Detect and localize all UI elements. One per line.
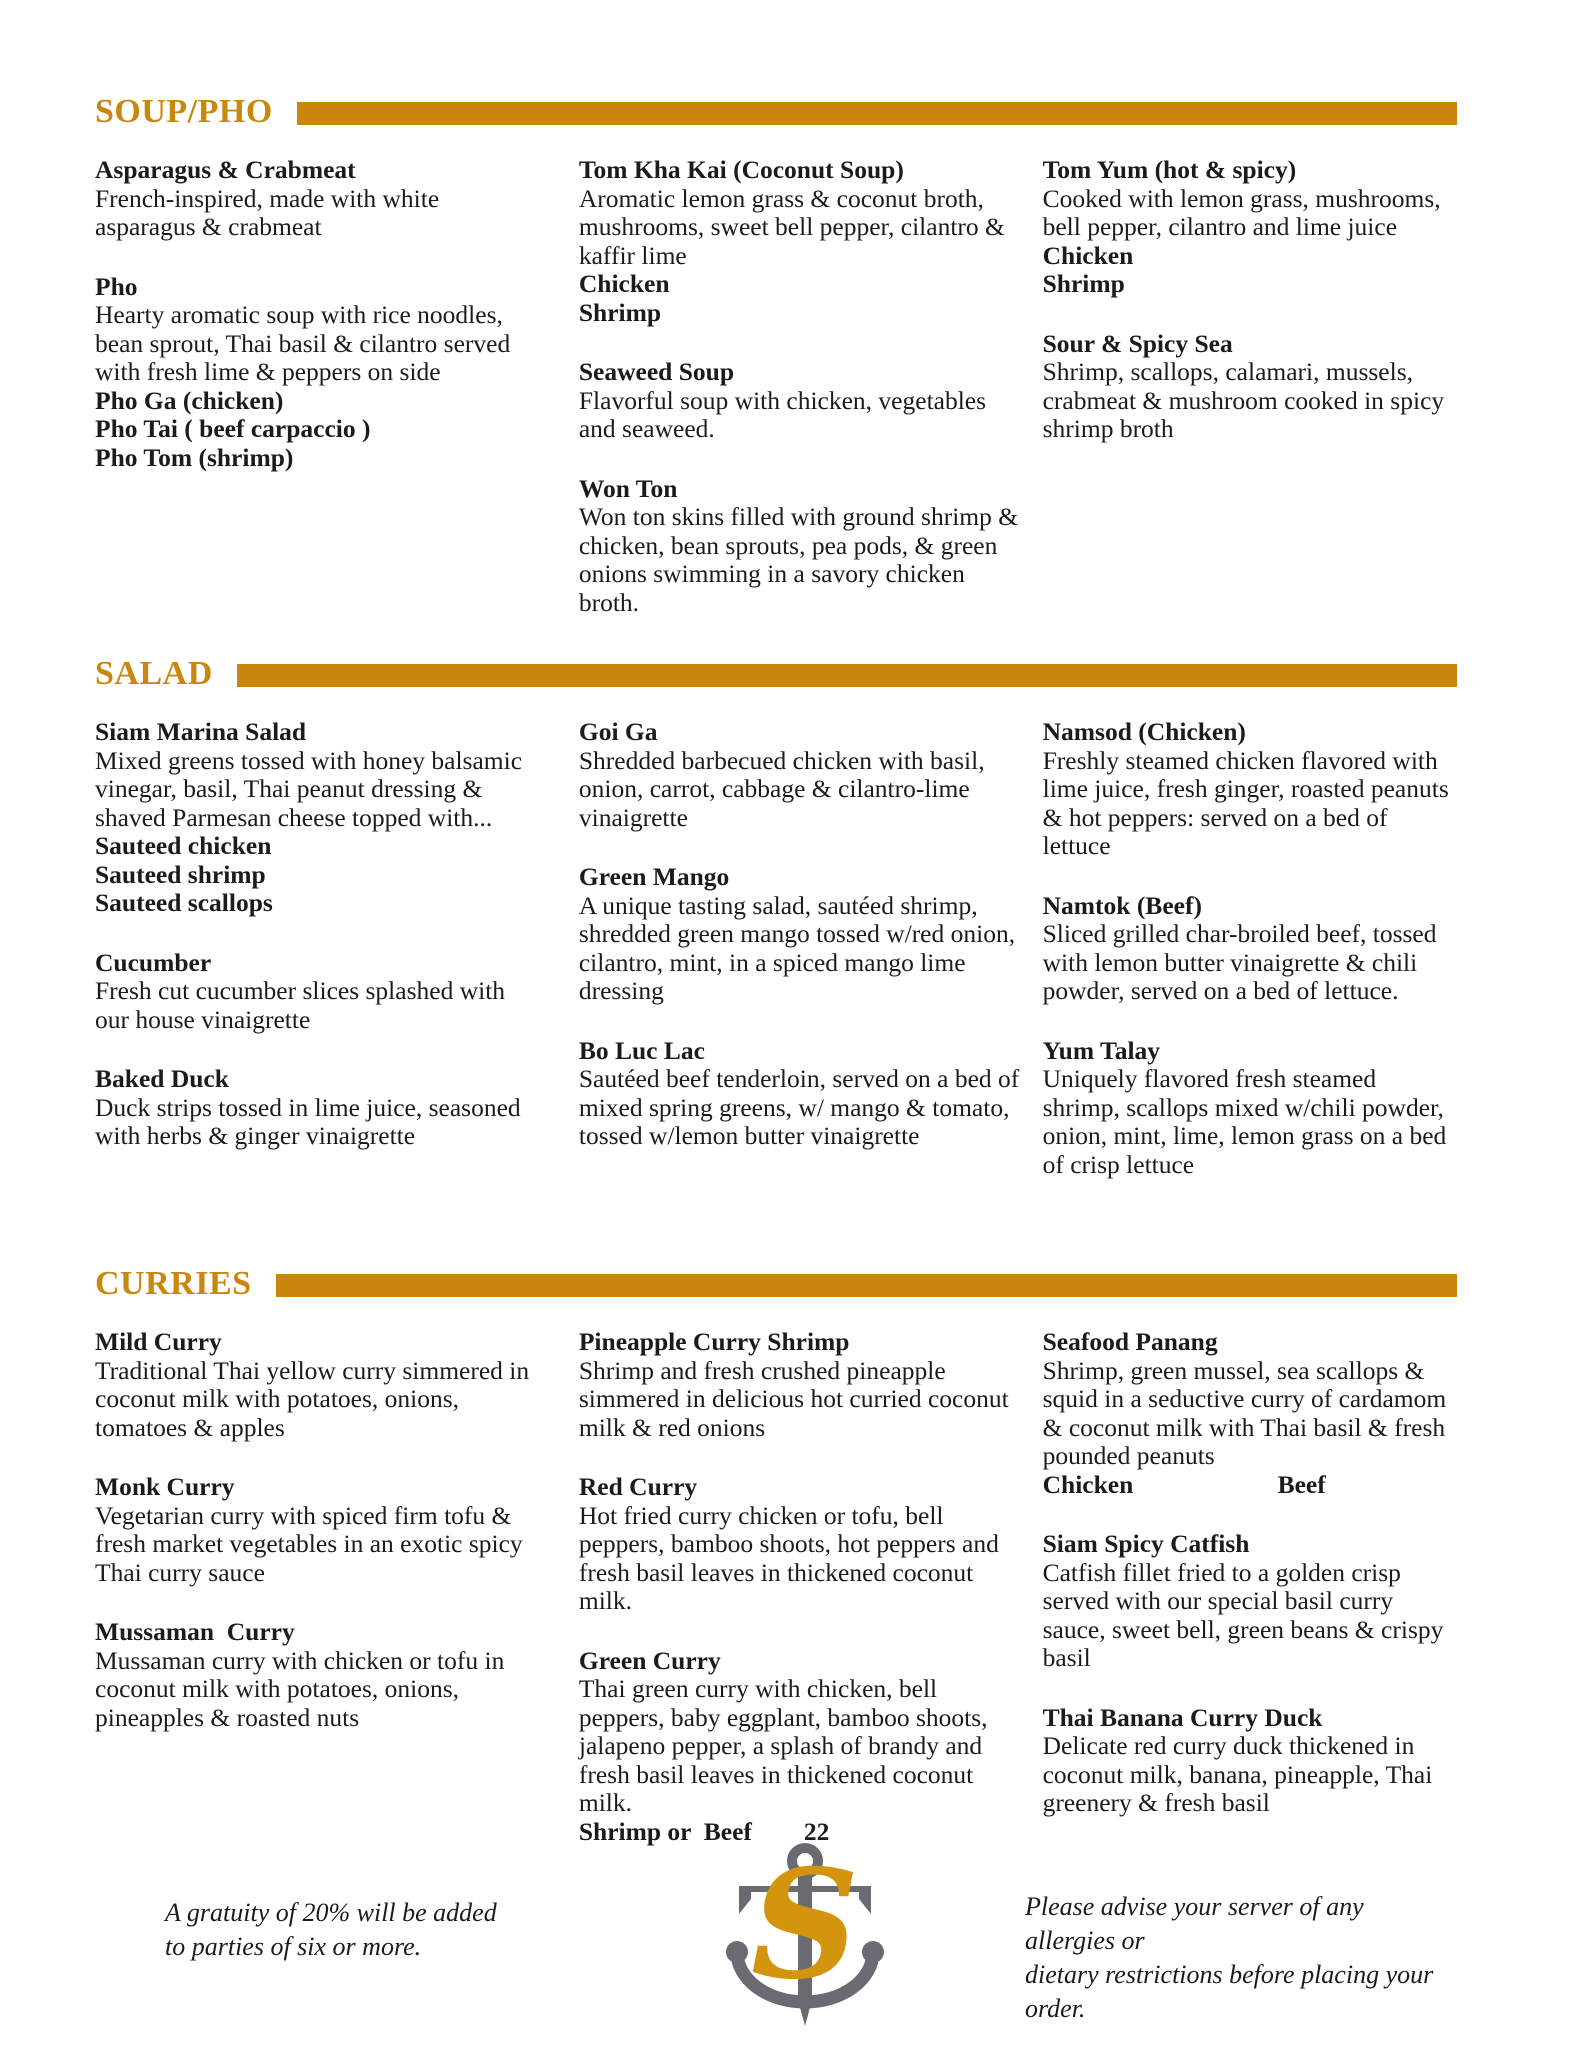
item-description: Shredded barbecued chicken with basil, onion, carrot, cabbage & cilantro-lime vinaigrette <box>578 745 985 832</box>
item-description: Traditional Thai yellow curry simmered in coconut milk with potatoes, onions, tomatoes & apples <box>95 1355 530 1442</box>
item-variant: Sauteed chicken <box>95 831 272 860</box>
menu-item <box>1043 156 1457 299</box>
item-description: Duck strips tossed in lime juice, seasoned with herbs & ginger vinaigrette <box>95 1092 521 1150</box>
item-description: Shrimp, green mussel, sea scallops & squid in a seductive curry of cardamom & coconut milk with Thai basil & fresh pounded peanuts <box>1042 1355 1447 1470</box>
anchor-stock-end-left <box>739 1886 751 1914</box>
gratuity-note-line2: to parties of six or more. <box>165 1932 422 1961</box>
section-columns <box>95 1328 1457 1877</box>
item-description: Mixed greens tossed with honey balsamic vinegar, basil, Thai peanut dressing & shaved Parmesan cheese topped with... <box>95 745 523 832</box>
item-variant: Pho Ga (chicken) <box>95 385 284 415</box>
item-description: Sautéed beef tenderloin, served on a bed of mixed spring greens, w/ mango & tomato, tossed w/lemon butter vinaigrette <box>578 1064 1020 1150</box>
item-name: Siam Marina Salad <box>95 717 307 746</box>
menu-item <box>579 1647 1029 1847</box>
item-variant: Beef <box>1277 1469 1326 1499</box>
section-columns <box>95 718 1457 1210</box>
item-description: Uniquely flavored fresh steamed shrimp, scallops mixed w/chili powder, onion, mint, lime, lemon grass on a bed of crisp lettuce <box>1042 1064 1447 1179</box>
item-name: Sour & Spicy Sea <box>1042 328 1233 358</box>
menu-item <box>1043 1704 1457 1818</box>
item-description: Thai green curry with chicken, bell peppers, baby eggplant, bamboo shoots, jalapeno pepper, a splash of brandy and fresh basil leaves in thickened coconut milk. <box>578 1674 988 1817</box>
menu-item <box>1043 1328 1457 1499</box>
price-value: 22 <box>803 1816 830 1846</box>
item-name: Green Mango <box>578 862 730 891</box>
section-soup-pho <box>95 95 1457 657</box>
item-name: Seaweed Soup <box>578 357 735 386</box>
item-description: Sliced grilled char-broiled beef, tossed with lemon butter vinaigrette & chili powder, served on a bed of lettuce. <box>1042 919 1437 1005</box>
menu-item <box>579 358 1029 444</box>
menu-item <box>95 156 539 242</box>
item-name: Pineapple Curry Shrimp <box>578 1327 850 1356</box>
item-name: Yum Talay <box>1042 1035 1161 1065</box>
column-2 <box>579 1328 1029 1877</box>
item-variant-row <box>1043 1471 1457 1500</box>
item-name: Mussaman Curry <box>95 1617 295 1646</box>
column-1 <box>95 156 539 648</box>
section-title: CURRIES <box>95 1265 252 1302</box>
column-1 <box>95 1328 539 1877</box>
item-variant: Shrimp <box>578 297 662 327</box>
item-variant: Sauteed shrimp <box>95 859 266 889</box>
menu-item <box>95 1618 539 1732</box>
column-3 <box>1043 718 1457 1210</box>
item-name: Won Ton <box>578 473 678 503</box>
item-variant: Shrimp <box>1042 269 1125 298</box>
column-2 <box>579 718 1029 1210</box>
anchor-stock-end-right <box>859 1886 871 1914</box>
menu-item <box>579 1473 1029 1616</box>
menu-item <box>1043 1037 1457 1180</box>
item-variant: Chicken <box>1042 1469 1134 1499</box>
item-variant: Chicken <box>1042 240 1134 270</box>
column-1 <box>95 718 539 1210</box>
menu-item <box>579 1037 1029 1151</box>
item-description: Mussaman curry with chicken or tofu in coconut milk with potatoes, onions, pineapples & roasted nuts <box>95 1645 505 1732</box>
item-name: Tom Kha Kai (Coconut Soup) <box>578 155 904 184</box>
item-name: Baked Duck <box>95 1064 229 1093</box>
menu-item <box>579 156 1029 327</box>
item-name: Goi Ga <box>578 717 658 746</box>
menu-item <box>95 949 539 1035</box>
item-description: Freshly steamed chicken flavored with lime juice, fresh ginger, roasted peanuts & hot peppers: served on a bed of lettuce <box>1042 745 1449 860</box>
section-columns <box>95 156 1457 648</box>
allergy-note-line2: dietary restrictions before placing your order. <box>1025 1960 1434 2023</box>
menu-item <box>1043 718 1457 861</box>
menu-item <box>95 1473 539 1587</box>
item-name: Namsod (Chicken) <box>1042 717 1246 746</box>
item-description: Shrimp, scallops, calamari, mussels, crabmeat & mushroom cooked in spicy shrimp broth <box>1042 357 1445 443</box>
item-variant: Chicken <box>578 269 670 298</box>
item-description: Shrimp and fresh crushed pineapple simmered in delicious hot curried coconut milk & red onions <box>578 1355 1009 1442</box>
item-description: Won ton skins filled with ground shrimp & chicken, bean sprouts, pea pods, & green onions swimming in a savory chicken broth. <box>578 502 1019 617</box>
footer <box>95 1822 1457 2045</box>
price-label: Shrimp or Beef <box>578 1816 752 1846</box>
section-curries <box>95 1265 1457 1846</box>
menu-item <box>95 718 539 918</box>
item-name: Red Curry <box>578 1472 698 1501</box>
item-name: Pho <box>95 271 138 301</box>
item-name: Namtok (Beef) <box>1042 890 1202 920</box>
menu-item <box>1043 892 1457 1006</box>
item-variant: Pho Tai ( beef carpaccio ) <box>95 414 371 443</box>
column-3 <box>1043 156 1457 648</box>
item-name: Tom Yum (hot & spicy) <box>1042 155 1297 184</box>
anchor-s-logo <box>715 1840 895 2045</box>
item-description: Delicate red curry duck thickened in coconut milk, banana, pineapple, Thai greenery & fresh basil <box>1042 1731 1433 1817</box>
item-name: Bo Luc Lac <box>578 1035 705 1065</box>
item-name: Seafood Panang <box>1042 1327 1218 1356</box>
menu-item <box>1043 1530 1457 1673</box>
section-title-bar <box>297 102 1457 125</box>
item-description: Hearty aromatic soup with rice noodles, bean sprout, Thai basil & cilantro served with fresh lime & peppers on side <box>95 300 511 386</box>
logo-letter-s: S <box>750 1840 860 2013</box>
item-variant: Sauteed scallops <box>95 888 273 917</box>
section-header <box>95 657 1457 691</box>
item-name: Mild Curry <box>95 1327 222 1356</box>
menu-item <box>579 718 1029 832</box>
item-name: Thai Banana Curry Duck <box>1042 1702 1323 1732</box>
section-header <box>95 95 1457 129</box>
item-description: Vegetarian curry with spiced firm tofu & fresh market vegetables in an exotic spicy Thai curry sauce <box>95 1500 523 1587</box>
item-description: A unique tasting salad, sautéed shrimp, shredded green mango tossed w/red onion, cilantro, mint, in a spiced mango lime dressing <box>578 890 1016 1005</box>
column-3 <box>1043 1328 1457 1877</box>
anchor-arm-ball-right <box>862 1941 884 1963</box>
section-title-bar <box>237 664 1457 687</box>
item-name: Siam Spicy Catfish <box>1042 1529 1250 1558</box>
item-description: French-inspired, made with white asparagus & crabmeat <box>95 183 440 241</box>
item-description: Catfish fillet fried to a golden crisp served with our special basil curry sauce, sweet bell, green beans & crispy basil <box>1042 1557 1444 1672</box>
column-2 <box>579 156 1029 648</box>
item-name: Green Curry <box>578 1645 721 1675</box>
item-description: Cooked with lemon grass, mushrooms, bell pepper, cilantro and lime juice <box>1042 183 1441 241</box>
item-variant: Pho Tom (shrimp) <box>95 442 294 472</box>
menu-item <box>579 1328 1029 1442</box>
item-name: Asparagus & Crabmeat <box>95 155 356 184</box>
item-description: Hot fried curry chicken or tofu, bell peppers, bamboo shoots, hot peppers and fresh basil leaves in thickened coconut milk. <box>578 1500 999 1615</box>
menu-item <box>579 475 1029 618</box>
allergy-note <box>1025 1840 1457 2026</box>
item-name: Cucumber <box>95 947 212 977</box>
section-title-bar <box>276 1274 1457 1297</box>
menu-item <box>579 863 1029 1006</box>
anchor-s-logo-svg <box>715 1840 895 2045</box>
menu-item <box>95 1328 539 1442</box>
section-salad <box>95 657 1457 1267</box>
item-description: Flavorful soup with chicken, vegetables and seaweed. <box>578 385 987 443</box>
section-header <box>95 1267 1457 1301</box>
item-description: Aromatic lemon grass & coconut broth, mushrooms, sweet bell pepper, cilantro & kaffir lime <box>578 183 1005 270</box>
menu-item <box>1043 330 1457 444</box>
allergy-note-line1: Please advise your server of any allergies or <box>1025 1892 1364 1955</box>
section-title: SOUP/PHO <box>95 93 273 130</box>
item-description: Fresh cut cucumber slices splashed with our house vinaigrette <box>95 976 506 1034</box>
menu-item <box>95 273 539 473</box>
gratuity-note <box>165 1840 585 1964</box>
menu-item <box>95 1065 539 1151</box>
section-title: SALAD <box>95 655 213 692</box>
item-name: Monk Curry <box>95 1472 235 1501</box>
gratuity-note-line1: A gratuity of 20% will be added <box>165 1898 497 1927</box>
anchor-arm-ball-left <box>726 1941 748 1963</box>
